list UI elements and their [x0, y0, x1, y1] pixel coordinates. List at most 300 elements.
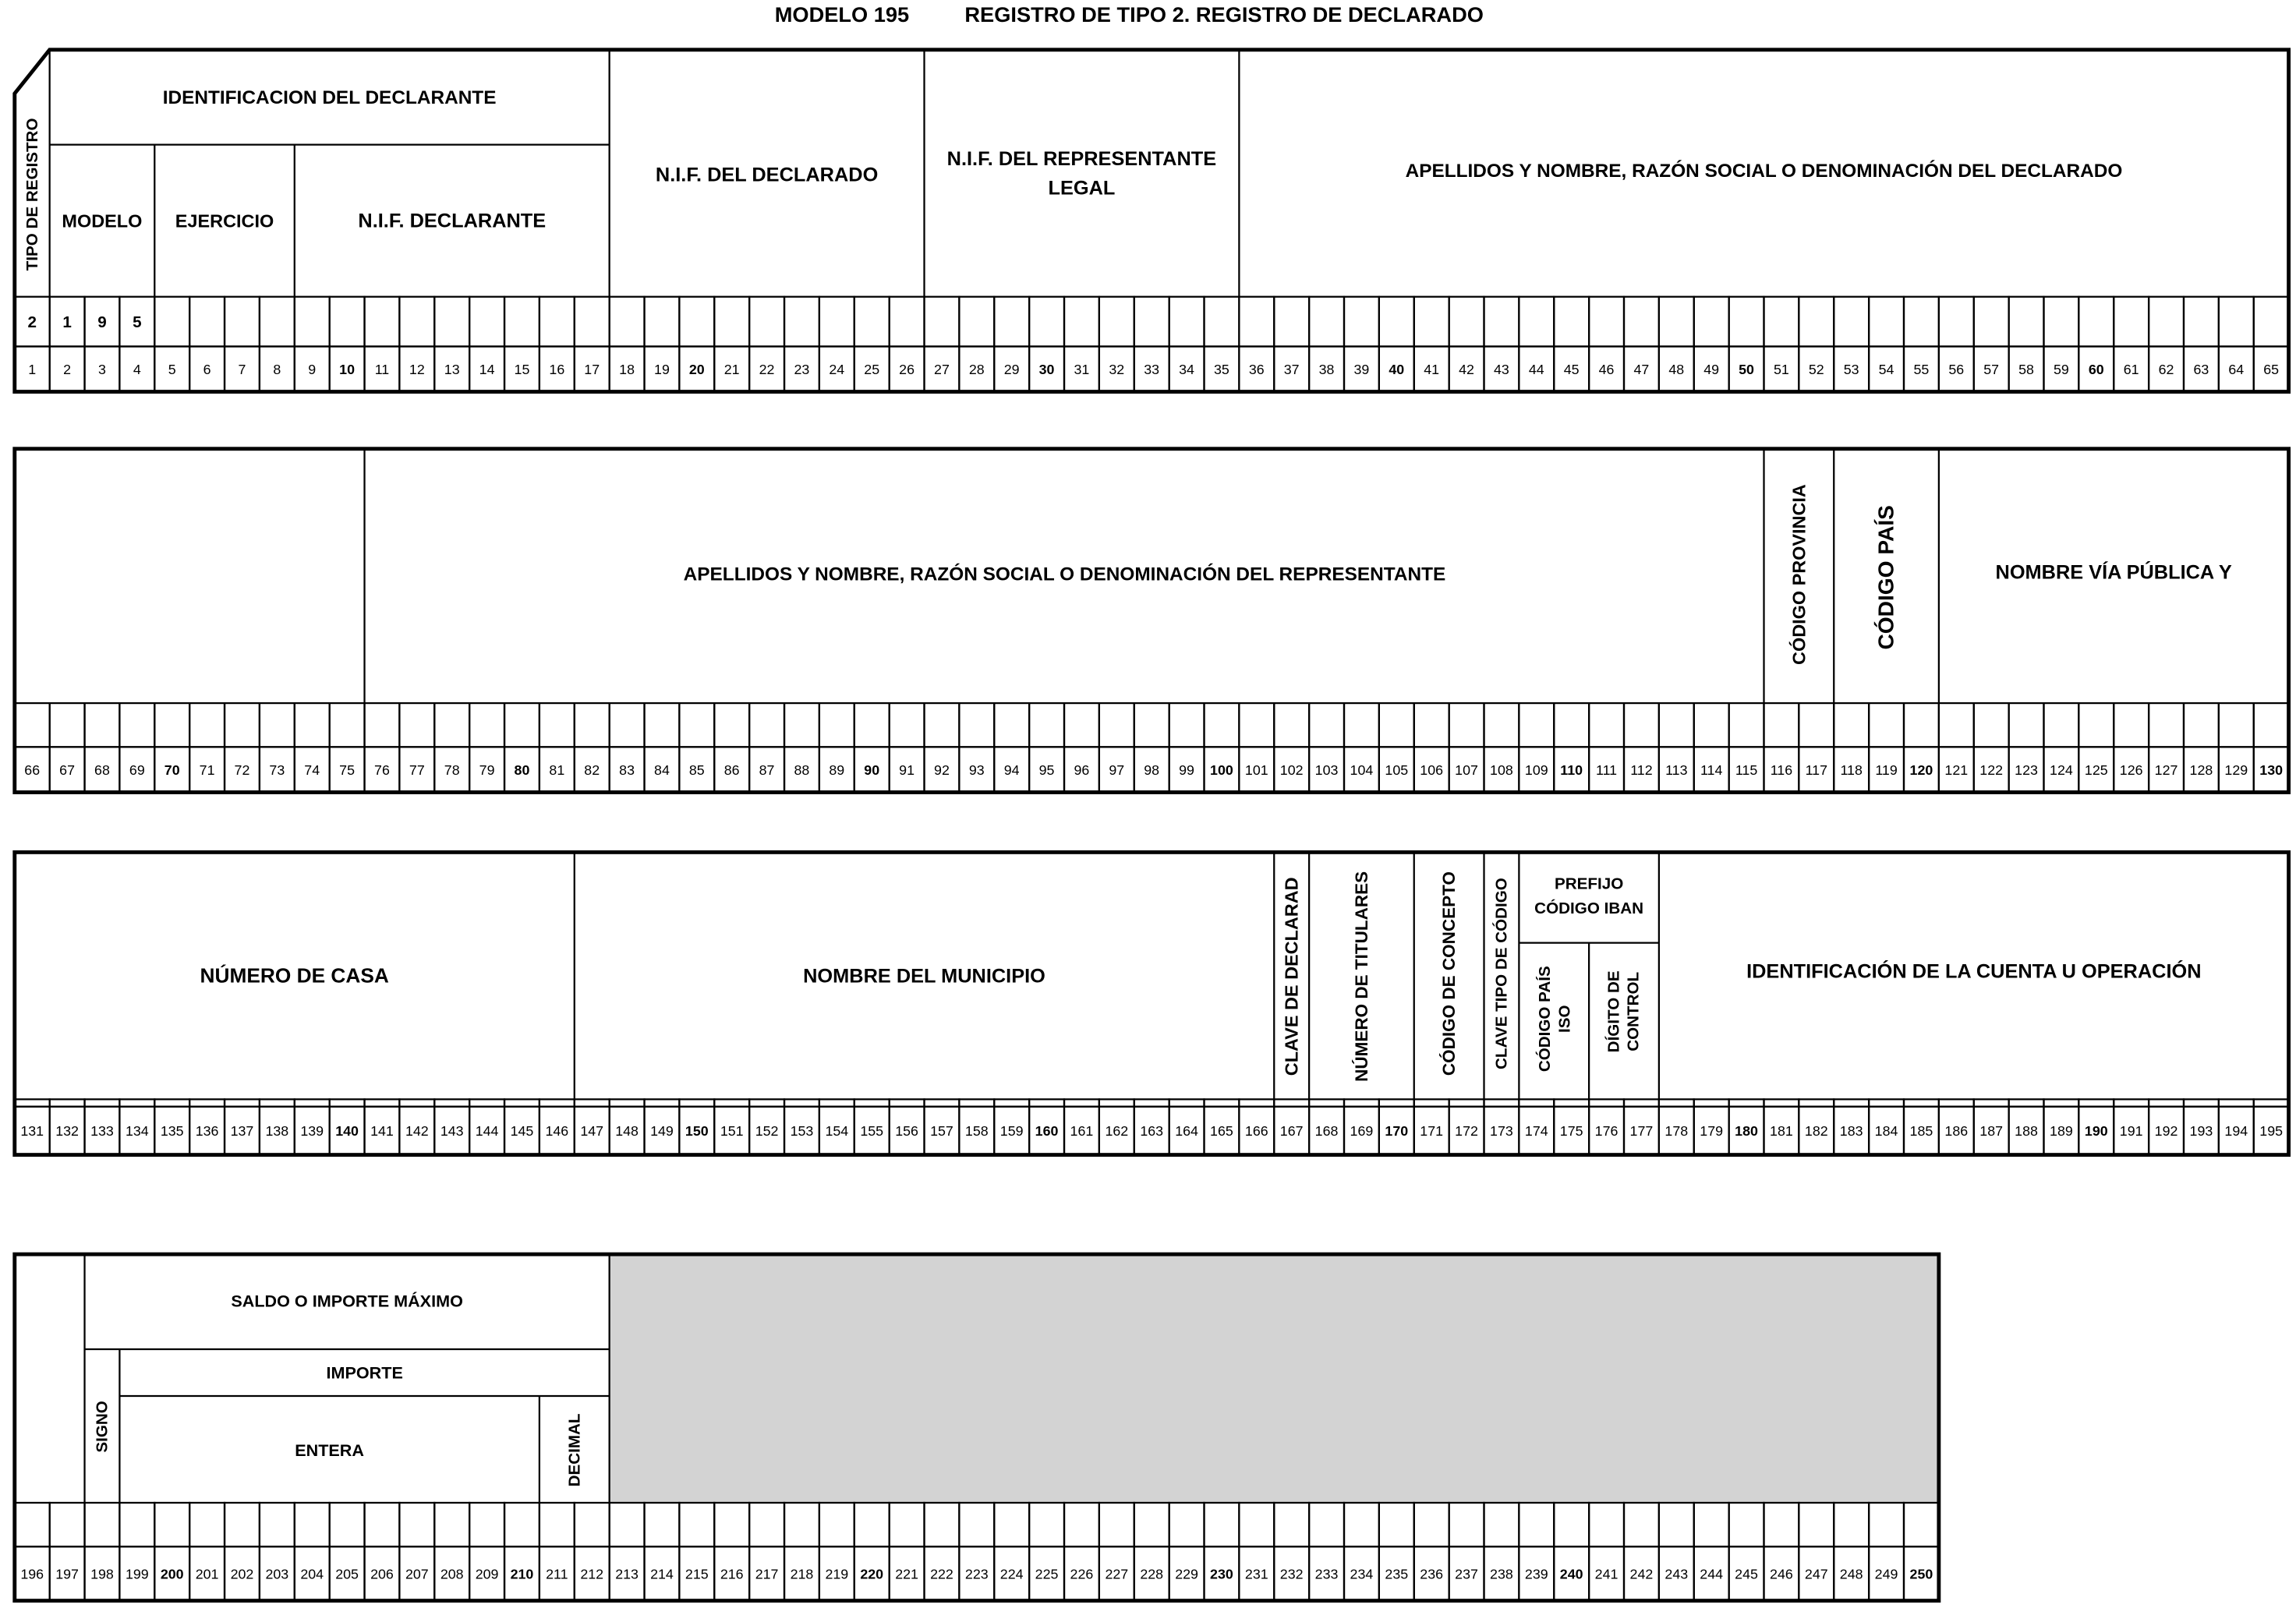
position-number: 247	[1804, 1566, 1828, 1582]
position-number: 126	[2119, 762, 2143, 778]
block-2-border	[15, 449, 2289, 793]
entry-cell	[1099, 703, 1134, 747]
position-number: 30	[1038, 361, 1055, 377]
position-number: 92	[934, 762, 950, 778]
entry-cell	[260, 297, 295, 347]
entry-cell	[434, 703, 469, 747]
position-number: 186	[1944, 1123, 1969, 1140]
position-number: 237	[1455, 1566, 1478, 1582]
position-number: 9	[308, 361, 317, 377]
entry-cell	[295, 297, 330, 347]
entry-cell	[1869, 1503, 1904, 1546]
position-number: 51	[1774, 361, 1789, 377]
ejercicio-label: EJERCICIO	[175, 210, 274, 231]
position-number: 218	[790, 1566, 814, 1582]
position-number: 167	[1279, 1123, 1304, 1140]
entry-cell	[50, 1099, 85, 1106]
position-number: 93	[968, 762, 985, 778]
entry-cell	[15, 703, 50, 747]
position-number: 132	[55, 1123, 79, 1140]
position-number: 162	[1105, 1123, 1129, 1140]
position-number: 78	[444, 762, 460, 778]
position-number: 131	[20, 1123, 44, 1140]
entry-cell	[399, 297, 434, 347]
position-number: 178	[1665, 1123, 1689, 1140]
entry-cell	[1414, 703, 1449, 747]
position-number: 190	[2084, 1123, 2108, 1140]
position-number: 119	[1875, 762, 1898, 778]
position-number: 116	[1770, 762, 1793, 778]
entry-cell	[399, 1099, 434, 1106]
position-number: 104	[1350, 762, 1374, 778]
clave-tipo-codigo-label: CLAVE TIPO DE CÓDIGO	[1492, 878, 1511, 1069]
entry-cell	[2009, 297, 2044, 347]
nif-declarado-label: N.I.F. DEL DECLARADO	[655, 164, 879, 186]
entry-cell	[959, 1099, 994, 1106]
position-number: 176	[1594, 1123, 1619, 1140]
entry-cell	[1449, 1503, 1484, 1546]
position-number: 232	[1279, 1566, 1304, 1582]
position-number: 165	[1210, 1123, 1233, 1140]
entry-cell	[434, 1503, 469, 1546]
position-number: 181	[1770, 1123, 1793, 1140]
entry-cell	[1904, 1503, 1939, 1546]
entry-cell	[119, 703, 154, 747]
position-number: 145	[510, 1123, 534, 1140]
position-number: 168	[1314, 1123, 1339, 1140]
entera-label: ENTERA	[295, 1440, 364, 1460]
position-number: 192	[2154, 1123, 2178, 1140]
entry-cell	[2114, 297, 2149, 347]
position-number: 79	[479, 762, 495, 778]
entry-cell	[854, 297, 890, 347]
position-number: 19	[654, 361, 670, 377]
position-number: 54	[1878, 361, 1894, 377]
position-number: 62	[2158, 361, 2174, 377]
entry-cell	[1134, 297, 1169, 347]
entry-cell	[540, 1099, 575, 1106]
entry-cell	[1099, 297, 1134, 347]
position-number: 191	[2119, 1123, 2143, 1140]
position-number: 220	[860, 1566, 884, 1582]
entry-cell	[1554, 1503, 1589, 1546]
entry-cell	[1309, 297, 1344, 347]
entry-cell	[2254, 1099, 2289, 1106]
position-number: 27	[934, 361, 950, 377]
position-number: 189	[2050, 1123, 2073, 1140]
position-number: 35	[1214, 361, 1229, 377]
block-3-header	[200, 852, 2201, 1099]
position-number: 221	[895, 1566, 918, 1582]
entry-cell	[1029, 1099, 1064, 1106]
entry-cell	[1764, 1099, 1799, 1106]
position-number: 133	[90, 1123, 114, 1140]
entry-cell	[1729, 297, 1764, 347]
position-number: 216	[720, 1566, 744, 1582]
position-number: 122	[1979, 762, 2004, 778]
position-number: 87	[759, 762, 775, 778]
position-number: 194	[2224, 1123, 2248, 1140]
position-number: 48	[1668, 361, 1685, 377]
position-number: 231	[1244, 1566, 1268, 1582]
position-number: 152	[755, 1123, 779, 1140]
position-number: 114	[1700, 762, 1723, 778]
entry-cell	[365, 1099, 400, 1106]
entry-cell	[1974, 1099, 2009, 1106]
prefijo-iban-label-line2: CÓDIGO IBAN	[1534, 899, 1644, 918]
position-number: 224	[999, 1566, 1024, 1582]
position-number: 6	[203, 361, 211, 377]
entry-cell	[1764, 297, 1799, 347]
position-number: 120	[1909, 762, 1933, 778]
position-number: 164	[1175, 1123, 1198, 1140]
position-number: 4	[133, 361, 141, 377]
entry-cell	[1379, 1099, 1414, 1106]
position-number: 188	[2015, 1123, 2038, 1140]
position-number: 82	[584, 762, 600, 778]
position-number: 64	[2228, 361, 2245, 377]
entry-cell	[1344, 1503, 1379, 1546]
position-number: 214	[650, 1566, 674, 1582]
entry-cell	[2184, 1099, 2219, 1106]
entry-cell	[2219, 1099, 2254, 1106]
position-number: 130	[2259, 762, 2284, 778]
entry-cell	[1659, 297, 1694, 347]
position-number: 200	[160, 1566, 184, 1582]
entry-cell	[1869, 1099, 1904, 1106]
entry-cell	[1904, 297, 1939, 347]
entry-cell	[1939, 1099, 1974, 1106]
position-number: 187	[1979, 1123, 2004, 1140]
position-number: 84	[654, 762, 670, 778]
entry-cell	[1309, 1099, 1344, 1106]
position-number: 98	[1144, 762, 1160, 778]
position-number: 129	[2224, 762, 2248, 778]
entry-cell	[610, 1503, 645, 1546]
position-number: 102	[1279, 762, 1304, 778]
entry-cell	[504, 297, 540, 347]
entry-cell	[154, 1099, 189, 1106]
entry-cell	[1379, 1503, 1414, 1546]
position-number: 88	[794, 762, 810, 778]
position-number: 70	[164, 762, 180, 778]
position-number: 171	[1420, 1123, 1444, 1140]
entry-cell	[2149, 703, 2184, 747]
entry-cell	[1624, 297, 1659, 347]
position-number: 25	[864, 361, 880, 377]
position-number: 99	[1179, 762, 1194, 778]
position-number: 74	[304, 762, 320, 778]
position-number: 38	[1318, 361, 1335, 377]
position-number: 241	[1594, 1566, 1619, 1582]
entry-cell	[575, 703, 610, 747]
block-3-grid	[15, 852, 2289, 1154]
position-number: 103	[1314, 762, 1339, 778]
entry-cell	[1064, 1099, 1099, 1106]
entry-cell	[540, 1503, 575, 1546]
entry-cell	[399, 1503, 434, 1546]
entry-cell	[1064, 297, 1099, 347]
entry-cell	[119, 1099, 154, 1106]
digito-control-label-line1: DÍGITO DE	[1604, 970, 1623, 1053]
entry-cell	[1589, 703, 1624, 747]
position-number: 211	[546, 1566, 568, 1582]
position-number: 36	[1248, 361, 1265, 377]
position-number: 202	[230, 1566, 254, 1582]
position-number: 155	[860, 1123, 884, 1140]
entry-cell	[1239, 703, 1274, 747]
entry-cell	[1799, 1503, 1834, 1546]
position-number: 42	[1459, 361, 1474, 377]
position-number: 134	[125, 1123, 149, 1140]
numero-titulares-label: NÚMERO DE TITULARES	[1352, 871, 1372, 1082]
position-number: 76	[374, 762, 390, 778]
entry-cell	[1554, 297, 1589, 347]
entry-cell	[819, 1503, 854, 1546]
entry-cell	[1834, 1503, 1869, 1546]
position-number: 207	[405, 1566, 429, 1582]
position-number: 47	[1633, 361, 1650, 377]
entry-cell	[575, 1099, 610, 1106]
position-number: 109	[1524, 762, 1548, 778]
position-number: 236	[1420, 1566, 1444, 1582]
position-number: 52	[1808, 361, 1824, 377]
entry-cell	[189, 1503, 225, 1546]
position-number: 1	[28, 361, 37, 377]
entry-cell	[1764, 703, 1799, 747]
modelo-label: MODELO	[62, 210, 143, 231]
position-number: 81	[549, 762, 565, 778]
entry-cell	[645, 1503, 680, 1546]
entry-cell	[1484, 297, 1519, 347]
entry-cell	[959, 703, 994, 747]
entry-cell	[1764, 1503, 1799, 1546]
position-number: 159	[999, 1123, 1024, 1140]
entry-cell	[1344, 297, 1379, 347]
position-number: 59	[2054, 361, 2069, 377]
entered-value: 2	[27, 313, 37, 332]
entry-cell	[434, 1099, 469, 1106]
position-number: 149	[650, 1123, 674, 1140]
entry-cell	[399, 703, 434, 747]
entry-cell	[854, 703, 890, 747]
position-number: 63	[2193, 361, 2209, 377]
position-number: 223	[964, 1566, 989, 1582]
position-number: 139	[300, 1123, 324, 1140]
block-4-header	[85, 1254, 1939, 1503]
codigo-pais-iso-label-line2: ISO	[1555, 1005, 1574, 1033]
entry-cell	[1029, 1503, 1064, 1546]
entry-cell	[994, 1099, 1029, 1106]
position-number: 37	[1283, 361, 1300, 377]
position-number: 100	[1210, 762, 1233, 778]
entry-cell	[784, 703, 819, 747]
entry-cell	[260, 1503, 295, 1546]
entry-cell	[1904, 1099, 1939, 1106]
entry-cell	[1589, 1503, 1624, 1546]
position-number: 142	[405, 1123, 429, 1140]
entry-cell	[1379, 703, 1414, 747]
tipo-registro-label: TIPO DE REGISTRO	[23, 118, 41, 271]
entry-cell	[1869, 703, 1904, 747]
position-number: 11	[374, 361, 390, 377]
entry-cell	[994, 1503, 1029, 1546]
position-number: 212	[580, 1566, 604, 1582]
entry-cell	[50, 1503, 85, 1546]
entry-cell	[1274, 1503, 1309, 1546]
entry-cell	[50, 703, 85, 747]
entry-cell	[1659, 703, 1694, 747]
position-number: 22	[759, 361, 775, 377]
entry-cell	[1414, 1503, 1449, 1546]
position-number: 65	[2263, 361, 2280, 377]
position-number: 170	[1385, 1123, 1409, 1140]
digito-control-label-line2: CONTROL	[1624, 971, 1643, 1051]
shaded-unused-area	[610, 1254, 1939, 1503]
entry-cell	[1414, 1099, 1449, 1106]
position-number: 73	[269, 762, 285, 778]
position-number: 141	[370, 1123, 394, 1140]
position-number: 101	[1244, 762, 1268, 778]
position-number: 201	[195, 1566, 219, 1582]
position-number: 147	[580, 1123, 604, 1140]
entry-cell	[189, 297, 225, 347]
position-number: 249	[1874, 1566, 1898, 1582]
entered-value: 1	[62, 313, 72, 332]
entry-cell	[1274, 703, 1309, 747]
position-number: 53	[1843, 361, 1859, 377]
entry-cell	[295, 1503, 330, 1546]
position-number: 197	[55, 1566, 79, 1582]
position-number: 18	[619, 361, 635, 377]
entry-cell	[1519, 1099, 1554, 1106]
entry-cell	[1029, 703, 1064, 747]
entry-cell	[1205, 1503, 1240, 1546]
position-number: 233	[1314, 1566, 1339, 1582]
entry-cell	[295, 1099, 330, 1106]
entry-cell	[994, 703, 1029, 747]
entry-cell	[2149, 297, 2184, 347]
entry-cell	[2078, 1099, 2114, 1106]
nif-representante-label-line2: LEGAL	[1048, 177, 1116, 200]
nombre-municipio-label: NOMBRE DEL MUNICIPIO	[803, 965, 1045, 988]
entry-cell	[1064, 703, 1099, 747]
entry-cell	[1205, 703, 1240, 747]
entry-cell	[469, 703, 504, 747]
codigo-pais-label: CÓDIGO PAÍS	[1873, 505, 1898, 650]
entry-cell	[1379, 297, 1414, 347]
entry-cell	[890, 1099, 925, 1106]
position-number: 16	[549, 361, 565, 377]
entry-cell	[2043, 703, 2078, 747]
entry-cell	[1309, 703, 1344, 747]
entry-cell	[85, 1099, 120, 1106]
entry-cell	[85, 703, 120, 747]
entry-cell	[260, 1099, 295, 1106]
position-number: 127	[2154, 762, 2178, 778]
position-number: 158	[964, 1123, 989, 1140]
position-number: 204	[300, 1566, 324, 1582]
position-number: 234	[1350, 1566, 1374, 1582]
position-number: 60	[2088, 361, 2104, 377]
entry-cell	[119, 1503, 154, 1546]
position-number: 28	[968, 361, 985, 377]
entry-cell	[890, 1503, 925, 1546]
position-number: 117	[1805, 762, 1828, 778]
entry-cell	[784, 297, 819, 347]
position-number: 24	[829, 361, 845, 377]
entry-cell	[854, 1099, 890, 1106]
entry-cell	[189, 1099, 225, 1106]
position-number: 206	[370, 1566, 394, 1582]
entry-cell	[2114, 1099, 2149, 1106]
position-number: 225	[1035, 1566, 1059, 1582]
entry-cell	[1799, 703, 1834, 747]
position-number: 184	[1874, 1123, 1898, 1140]
position-number: 219	[825, 1566, 849, 1582]
entry-cell	[1554, 703, 1589, 747]
entry-cell	[1449, 1099, 1484, 1106]
position-number: 175	[1559, 1123, 1583, 1140]
entry-cell	[2184, 297, 2219, 347]
position-number: 111	[1596, 762, 1618, 778]
position-number: 228	[1140, 1566, 1164, 1582]
block-2-grid	[15, 449, 2289, 793]
entry-cell	[434, 297, 469, 347]
position-number: 217	[755, 1566, 779, 1582]
entry-cell	[1694, 1503, 1729, 1546]
entry-cell	[959, 1503, 994, 1546]
position-number: 55	[1913, 361, 1930, 377]
position-number: 226	[1070, 1566, 1094, 1582]
position-number: 144	[475, 1123, 499, 1140]
position-number: 43	[1494, 361, 1509, 377]
nif-representante-label-line1: N.I.F. DEL REPRESENTANTE	[946, 147, 1217, 170]
entry-cell	[504, 1503, 540, 1546]
position-number: 229	[1175, 1566, 1198, 1582]
entry-cell	[575, 1503, 610, 1546]
entry-cell	[1309, 1503, 1344, 1546]
entry-cell	[1659, 1503, 1694, 1546]
entry-cell	[1449, 703, 1484, 747]
entry-cell	[925, 297, 960, 347]
position-number: 15	[514, 361, 530, 377]
entry-cell	[1589, 297, 1624, 347]
entry-cell	[2043, 297, 2078, 347]
block-3-border	[15, 852, 2289, 1154]
entry-cell	[469, 297, 504, 347]
position-number: 91	[899, 762, 915, 778]
entry-cell	[1134, 1503, 1169, 1546]
position-number: 148	[615, 1123, 639, 1140]
position-number: 12	[409, 361, 425, 377]
entry-cell	[1799, 297, 1834, 347]
position-number: 143	[440, 1123, 464, 1140]
entry-cell	[15, 1099, 50, 1106]
position-number: 240	[1559, 1566, 1583, 1582]
position-number: 97	[1109, 762, 1125, 778]
position-number: 112	[1630, 762, 1653, 778]
entry-cell	[154, 1503, 189, 1546]
entry-cell	[1239, 297, 1274, 347]
position-number: 153	[790, 1123, 814, 1140]
entry-cell	[1974, 703, 2009, 747]
position-number: 94	[1003, 762, 1020, 778]
entry-cell	[1694, 703, 1729, 747]
entry-cell	[925, 1099, 960, 1106]
entry-cell	[925, 703, 960, 747]
position-number: 8	[273, 361, 281, 377]
